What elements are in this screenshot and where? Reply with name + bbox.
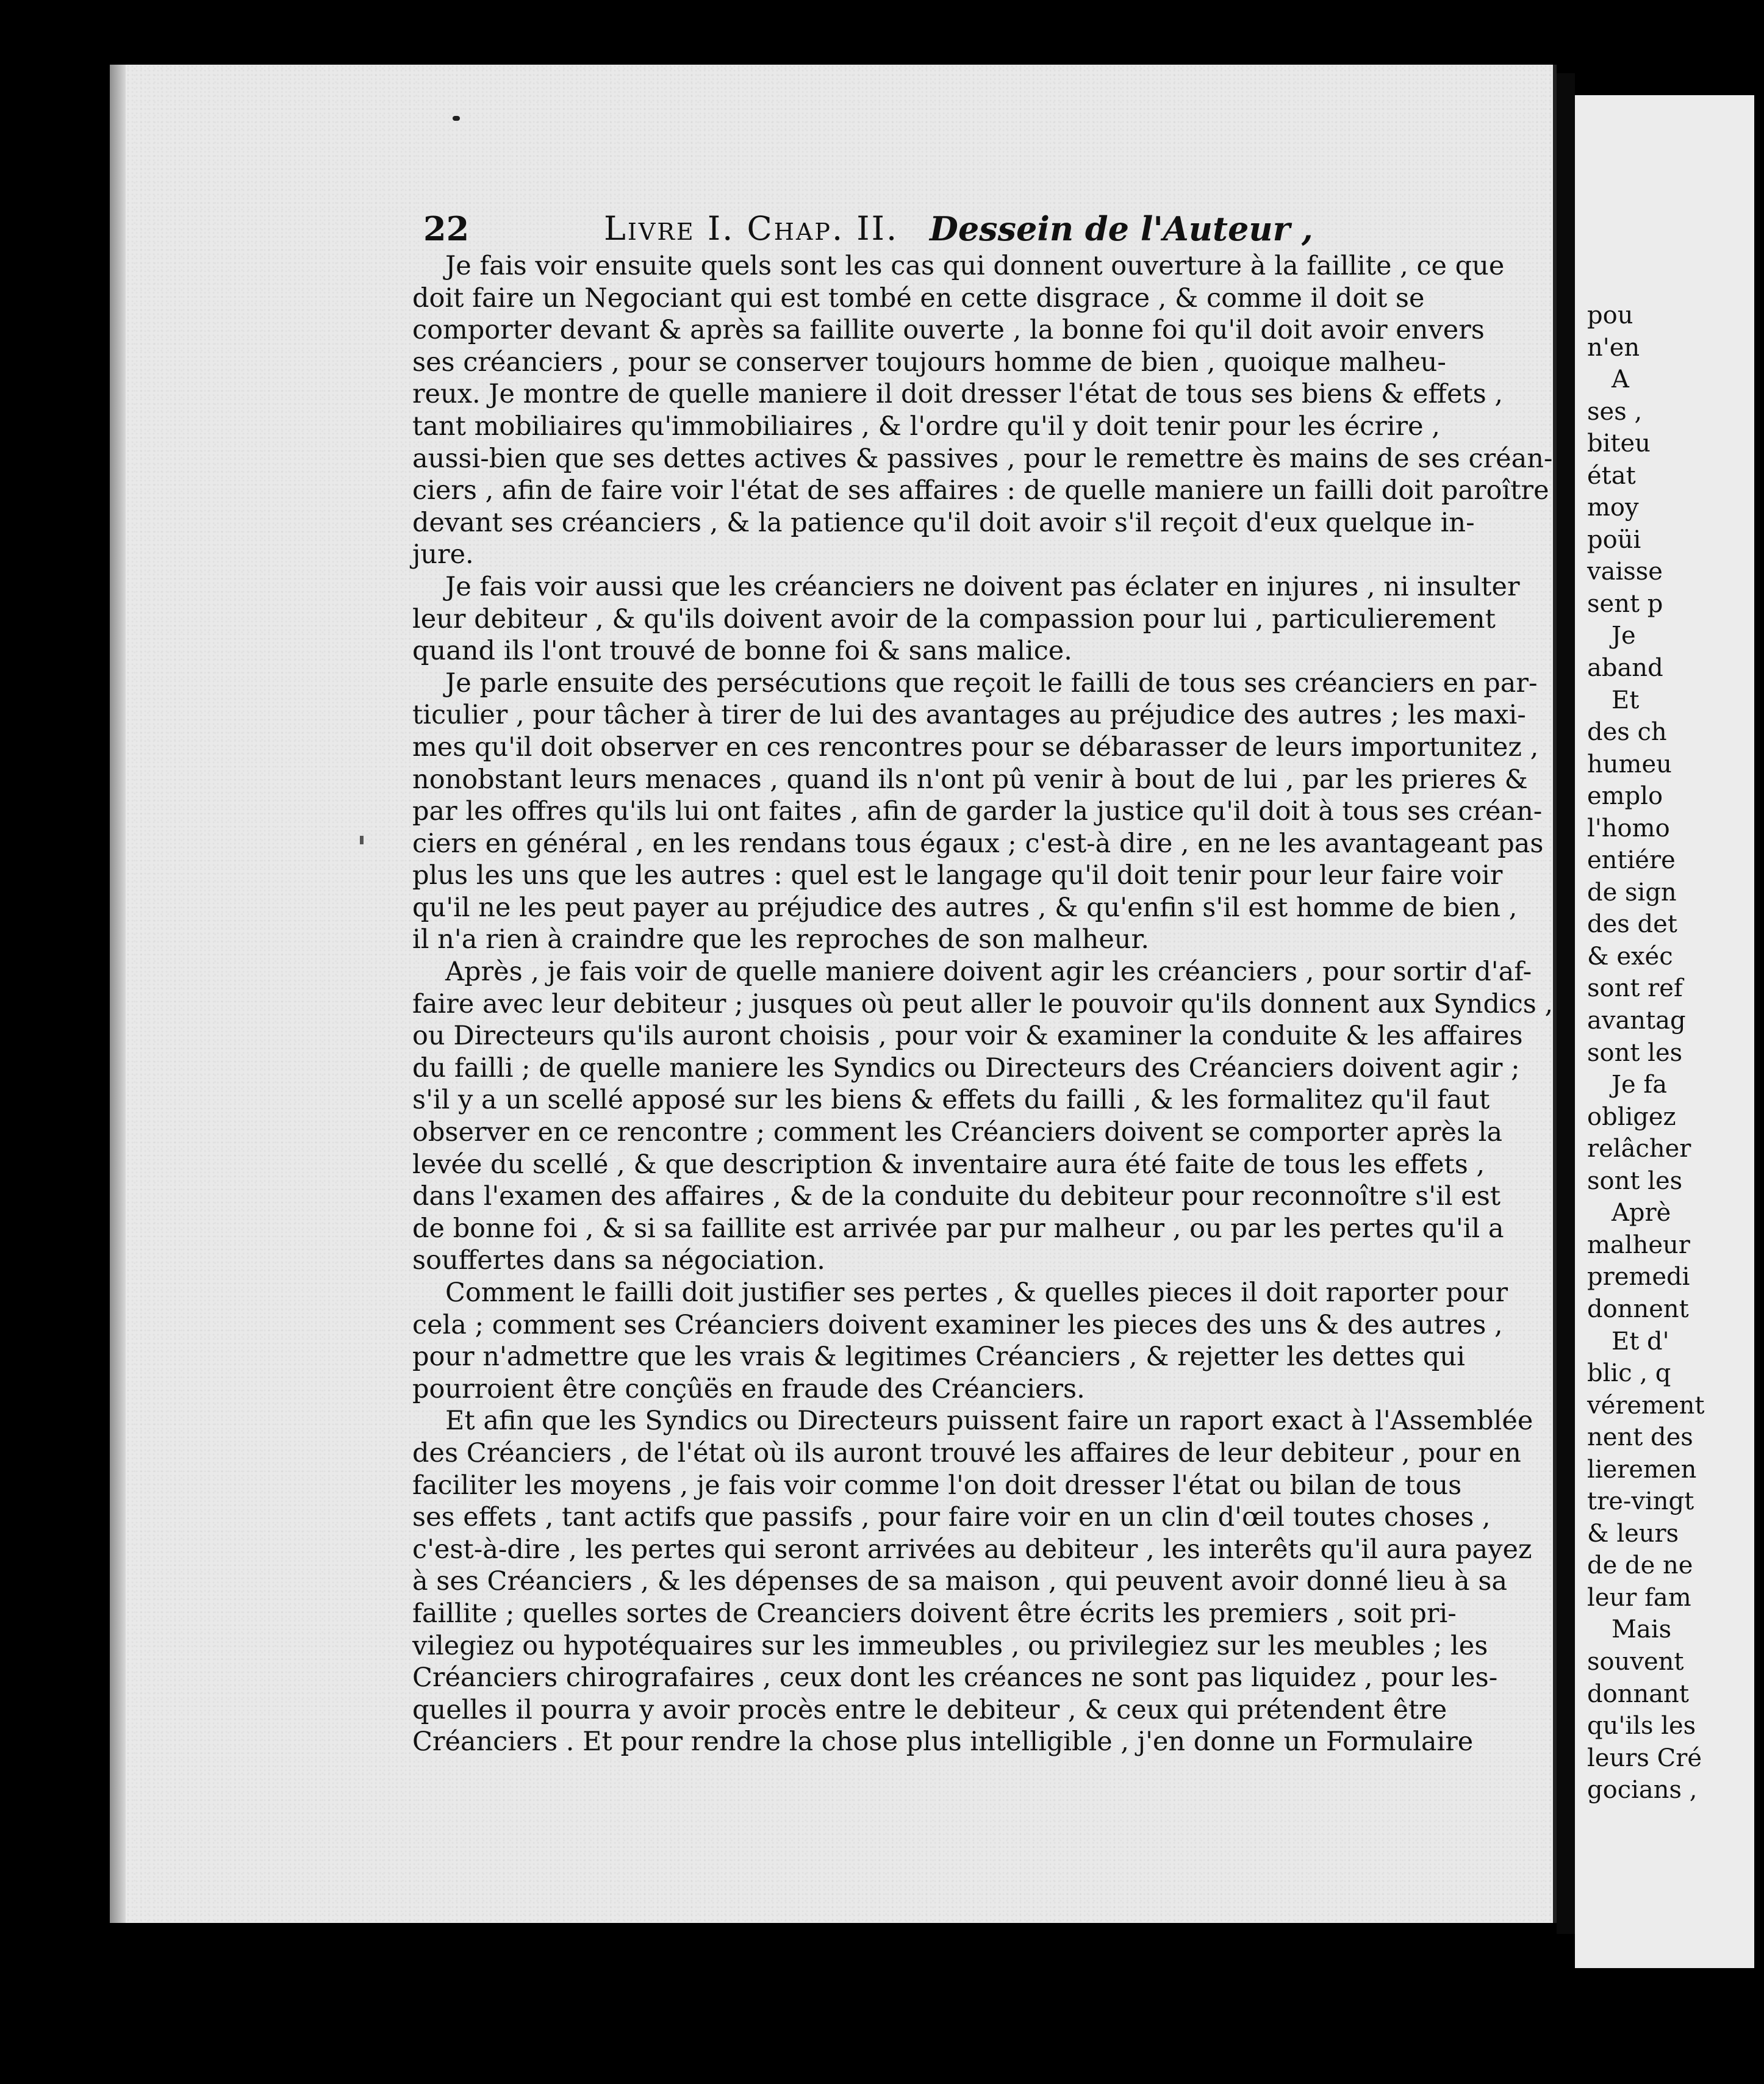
facing-text-line: des det — [1587, 910, 1677, 939]
text-line: Après , je fais voir de quelle maniere doivent agir les créanciers , pour sortir d'af- — [445, 957, 1532, 988]
facing-text-line: de sign — [1587, 878, 1677, 907]
text-line: qu'il ne les peut payer au préjudice des autres , & qu'enfin s'il est homme de bien , — [412, 892, 1518, 923]
text-line: quelles il pourra y avoir procès entre le debiteur , & ceux qui prétendent être — [412, 1694, 1447, 1725]
text-line: Je fais voir ensuite quels sont les cas qui donnent ouverture à la faillite , ce que — [445, 251, 1505, 281]
text-line: devant ses créanciers , & la patience qu'il doit avoir s'il reçoit d'eux quelque in- — [412, 507, 1475, 538]
facing-text-line: poüi — [1587, 525, 1641, 554]
text-line: plus les uns que les autres : quel est le langage qu'il doit tenir pour leur faire voir — [412, 860, 1503, 891]
text-line: Comment le failli doit justifier ses pertes , & quelles pieces il doit raporter pour — [445, 1277, 1508, 1308]
facing-text-line: Je — [1612, 622, 1636, 650]
text-line: aussi-bien que ses dettes actives & passives , pour le remettre ès mains de ses créan- — [412, 443, 1553, 474]
facing-text-line: donnent — [1587, 1295, 1689, 1323]
facing-text-line: l'homo — [1587, 814, 1670, 843]
text-line: tant mobiliaires qu'immobiliaires , & l'ordre qu'il y doit tenir pour les écrire , — [412, 411, 1440, 442]
facing-text-line: vaisse — [1587, 558, 1663, 586]
facing-text-line: obligez — [1587, 1102, 1676, 1131]
text-line: c'est-à-dire , les pertes qui seront arrivées au debiteur , les interêts qu'il aura payez — [412, 1534, 1532, 1565]
text-line: levée du scellé , & que description & inventaire aura été faite de tous les effets , — [412, 1149, 1485, 1180]
text-line: leur debiteur , & qu'ils doivent avoir de la compassion pour lui , particulierement — [412, 603, 1496, 634]
facing-text-line: Et — [1612, 686, 1640, 714]
text-line: reux. Je montre de quelle maniere il doit dresser l'état de tous ses biens & effets , — [412, 379, 1504, 410]
facing-text-line: de de ne — [1587, 1551, 1693, 1580]
text-line: Je parle ensuite des persécutions que reçoit le failli de tous ses créanciers en par- — [445, 667, 1538, 699]
facing-text-line: blic , q — [1587, 1359, 1671, 1388]
chapter-label: Livre I. Chap. II. — [604, 209, 899, 248]
text-line: pour n'admettre que les vrais & legitimes Créanciers , & rejetter les dettes qui — [412, 1342, 1465, 1373]
text-line: du failli ; de quelle maniere les Syndics ou Directeurs des Créanciers doivent agir ; — [412, 1052, 1520, 1083]
facing-text-line: leur fam — [1587, 1583, 1691, 1612]
facing-text-line: Je fa — [1612, 1071, 1668, 1099]
text-line: ciers en général , en les rendans tous égaux ; c'est-à dire , en ne les avantageant pas — [412, 828, 1544, 859]
facing-text-line: état — [1587, 461, 1636, 490]
facing-text-line: biteu — [1587, 429, 1651, 458]
text-line: Créanciers . Et pour rendre la chose plus intelligible , j'en donne un Formulaire — [412, 1726, 1474, 1758]
facing-text-line: n'en — [1587, 333, 1640, 362]
facing-text-line: ses , — [1587, 397, 1643, 426]
facing-text-line: Et d' — [1612, 1327, 1669, 1356]
facing-text-line: humeu — [1587, 750, 1672, 778]
text-line: de bonne foi , & si sa faillite est arrivée par pur malheur , ou par les pertes qu'il a — [412, 1213, 1504, 1244]
text-line: par les offres qu'ils lui ont faites , afin de garder la justice qu'il doit à tous ses créan- — [412, 796, 1543, 827]
ink-speck — [453, 116, 460, 121]
text-line: faire avec leur debiteur ; jusques où peut aller le pouvoir qu'ils donnent aux Syndics , — [412, 988, 1554, 1019]
facing-text-line: sont ref — [1587, 974, 1683, 1003]
section-title: Dessein de l'Auteur , — [930, 209, 1313, 248]
text-line: ticulier , pour tâcher à tirer de lui des avantages au préjudice des autres ; les maxi- — [412, 700, 1526, 731]
text-line: ou Directeurs qu'ils auront choisis , pour voir & examiner la conduite & les affaires — [412, 1021, 1523, 1052]
facing-text-line: aband — [1587, 654, 1663, 683]
facing-text-line: donnant — [1587, 1680, 1689, 1708]
facing-page-text — [1587, 300, 1764, 1806]
facing-text-line: sont les — [1587, 1166, 1683, 1195]
text-line: s'il y a un scellé apposé sur les biens & effets du failli , & les formalitez qu'il faut — [412, 1085, 1490, 1116]
facing-text-line: sent p — [1587, 589, 1663, 618]
facing-page — [1575, 95, 1754, 1968]
facing-text-line: nent des — [1587, 1423, 1693, 1452]
facing-text-line: sont les — [1587, 1038, 1683, 1067]
facing-text-line: malheur — [1587, 1231, 1690, 1259]
facing-text-line: avantag — [1587, 1007, 1686, 1035]
text-line: vilegiez ou hypotéquaires sur les immeubles , ou privilegiez sur les meubles ; les — [412, 1630, 1488, 1661]
text-line: Créanciers chirografaires , ceux dont les créances ne sont pas liquidez , pour les- — [412, 1662, 1498, 1694]
facing-text-line: lieremen — [1587, 1455, 1697, 1484]
facing-text-line: A — [1612, 365, 1629, 394]
text-line: nonobstant leurs menaces , quand ils n'ont pû venir à bout de lui , par les prieres & — [412, 764, 1528, 795]
text-line: faciliter les moyens , je fais voir comme l'on doit dresser l'état ou bilan de tous — [412, 1470, 1462, 1501]
text-line: souffertes dans sa négociation. — [412, 1245, 825, 1276]
text-line: Et afin que les Syndics ou Directeurs puissent faire un raport exact à l'Assemblée — [445, 1406, 1533, 1437]
text-line: il n'a rien à craindre que les reproches de son malheur. — [412, 924, 1149, 955]
facing-text-line: moy — [1587, 494, 1639, 522]
facing-text-line: qu'ils les — [1587, 1712, 1696, 1741]
page-number: 22 — [423, 209, 470, 248]
text-line: observer en ce rencontre ; comment les Créanciers doivent se comporter après la — [412, 1117, 1502, 1148]
facing-text-line: Mais — [1612, 1615, 1672, 1644]
facing-text-line: pou — [1587, 301, 1633, 329]
text-line: Je fais voir aussi que les créanciers ne doivent pas éclater en injures , ni insulter — [445, 571, 1520, 602]
text-line: doit faire un Negociant qui est tombé en cette disgrace , & comme il doit se — [412, 282, 1425, 314]
facing-text-line: & leurs — [1587, 1519, 1679, 1548]
text-line: quand ils l'ont trouvé de bonne foi & sans malice. — [412, 636, 1072, 667]
text-line: pourroient être conçûës en fraude des Créanciers. — [412, 1373, 1085, 1404]
ink-speck — [360, 836, 364, 844]
facing-text-line: Aprè — [1612, 1199, 1671, 1227]
facing-text-line: tre-vingt — [1587, 1487, 1694, 1516]
facing-text-line: entiére — [1587, 846, 1676, 875]
text-line: dans l'examen des affaires , & de la conduite du debiteur pour reconnoître s'il est — [412, 1181, 1501, 1212]
text-line: à ses Créanciers , & les dépenses de sa maison , qui peuvent avoir donné lieu à sa — [412, 1566, 1508, 1597]
text-line: ses créanciers , pour se conserver toujours homme de bien , quoique malheu- — [412, 347, 1446, 378]
facing-text-line: & exéc — [1587, 942, 1673, 971]
facing-text-line: premedi — [1587, 1263, 1690, 1292]
page-edge — [110, 65, 126, 1923]
text-line: mes qu'il doit observer en ces rencontres pour se débarasser de leurs importunitez , — [412, 731, 1539, 763]
facing-text-line: relâcher — [1587, 1135, 1691, 1163]
facing-text-line: vérement — [1587, 1391, 1705, 1420]
text-line: ciers , afin de faire voir l'état de ses affaires : de quelle maniere un failli doit paroître — [412, 475, 1549, 506]
facing-text-line: souvent — [1587, 1647, 1684, 1676]
facing-text-line: des ch — [1587, 718, 1667, 747]
text-line: ses effets , tant actifs que passifs , pour faire voir en un clin d'œil toutes choses , — [412, 1502, 1491, 1533]
facing-text-line: gocians , — [1587, 1776, 1698, 1805]
body-text — [412, 250, 1554, 1758]
text-line: jure. — [412, 539, 474, 570]
text-line: faillite ; quelles sortes de Creanciers doivent être écrits les premiers , soit pri- — [412, 1598, 1457, 1629]
facing-text-line: emplo — [1587, 782, 1663, 811]
book-spine — [1557, 73, 1575, 1934]
text-line: comporter devant & après sa faillite ouverte , la bonne foi qu'il doit avoir envers — [412, 315, 1485, 346]
text-line: des Créanciers , de l'état où ils auront trouvé les affaires de leur debiteur , pour en — [412, 1437, 1521, 1468]
facing-text-line: leurs Cré — [1587, 1744, 1702, 1772]
running-header — [423, 207, 1313, 250]
text-line: cela ; comment ses Créanciers doivent examiner les pieces des uns & des autres , — [412, 1309, 1503, 1340]
